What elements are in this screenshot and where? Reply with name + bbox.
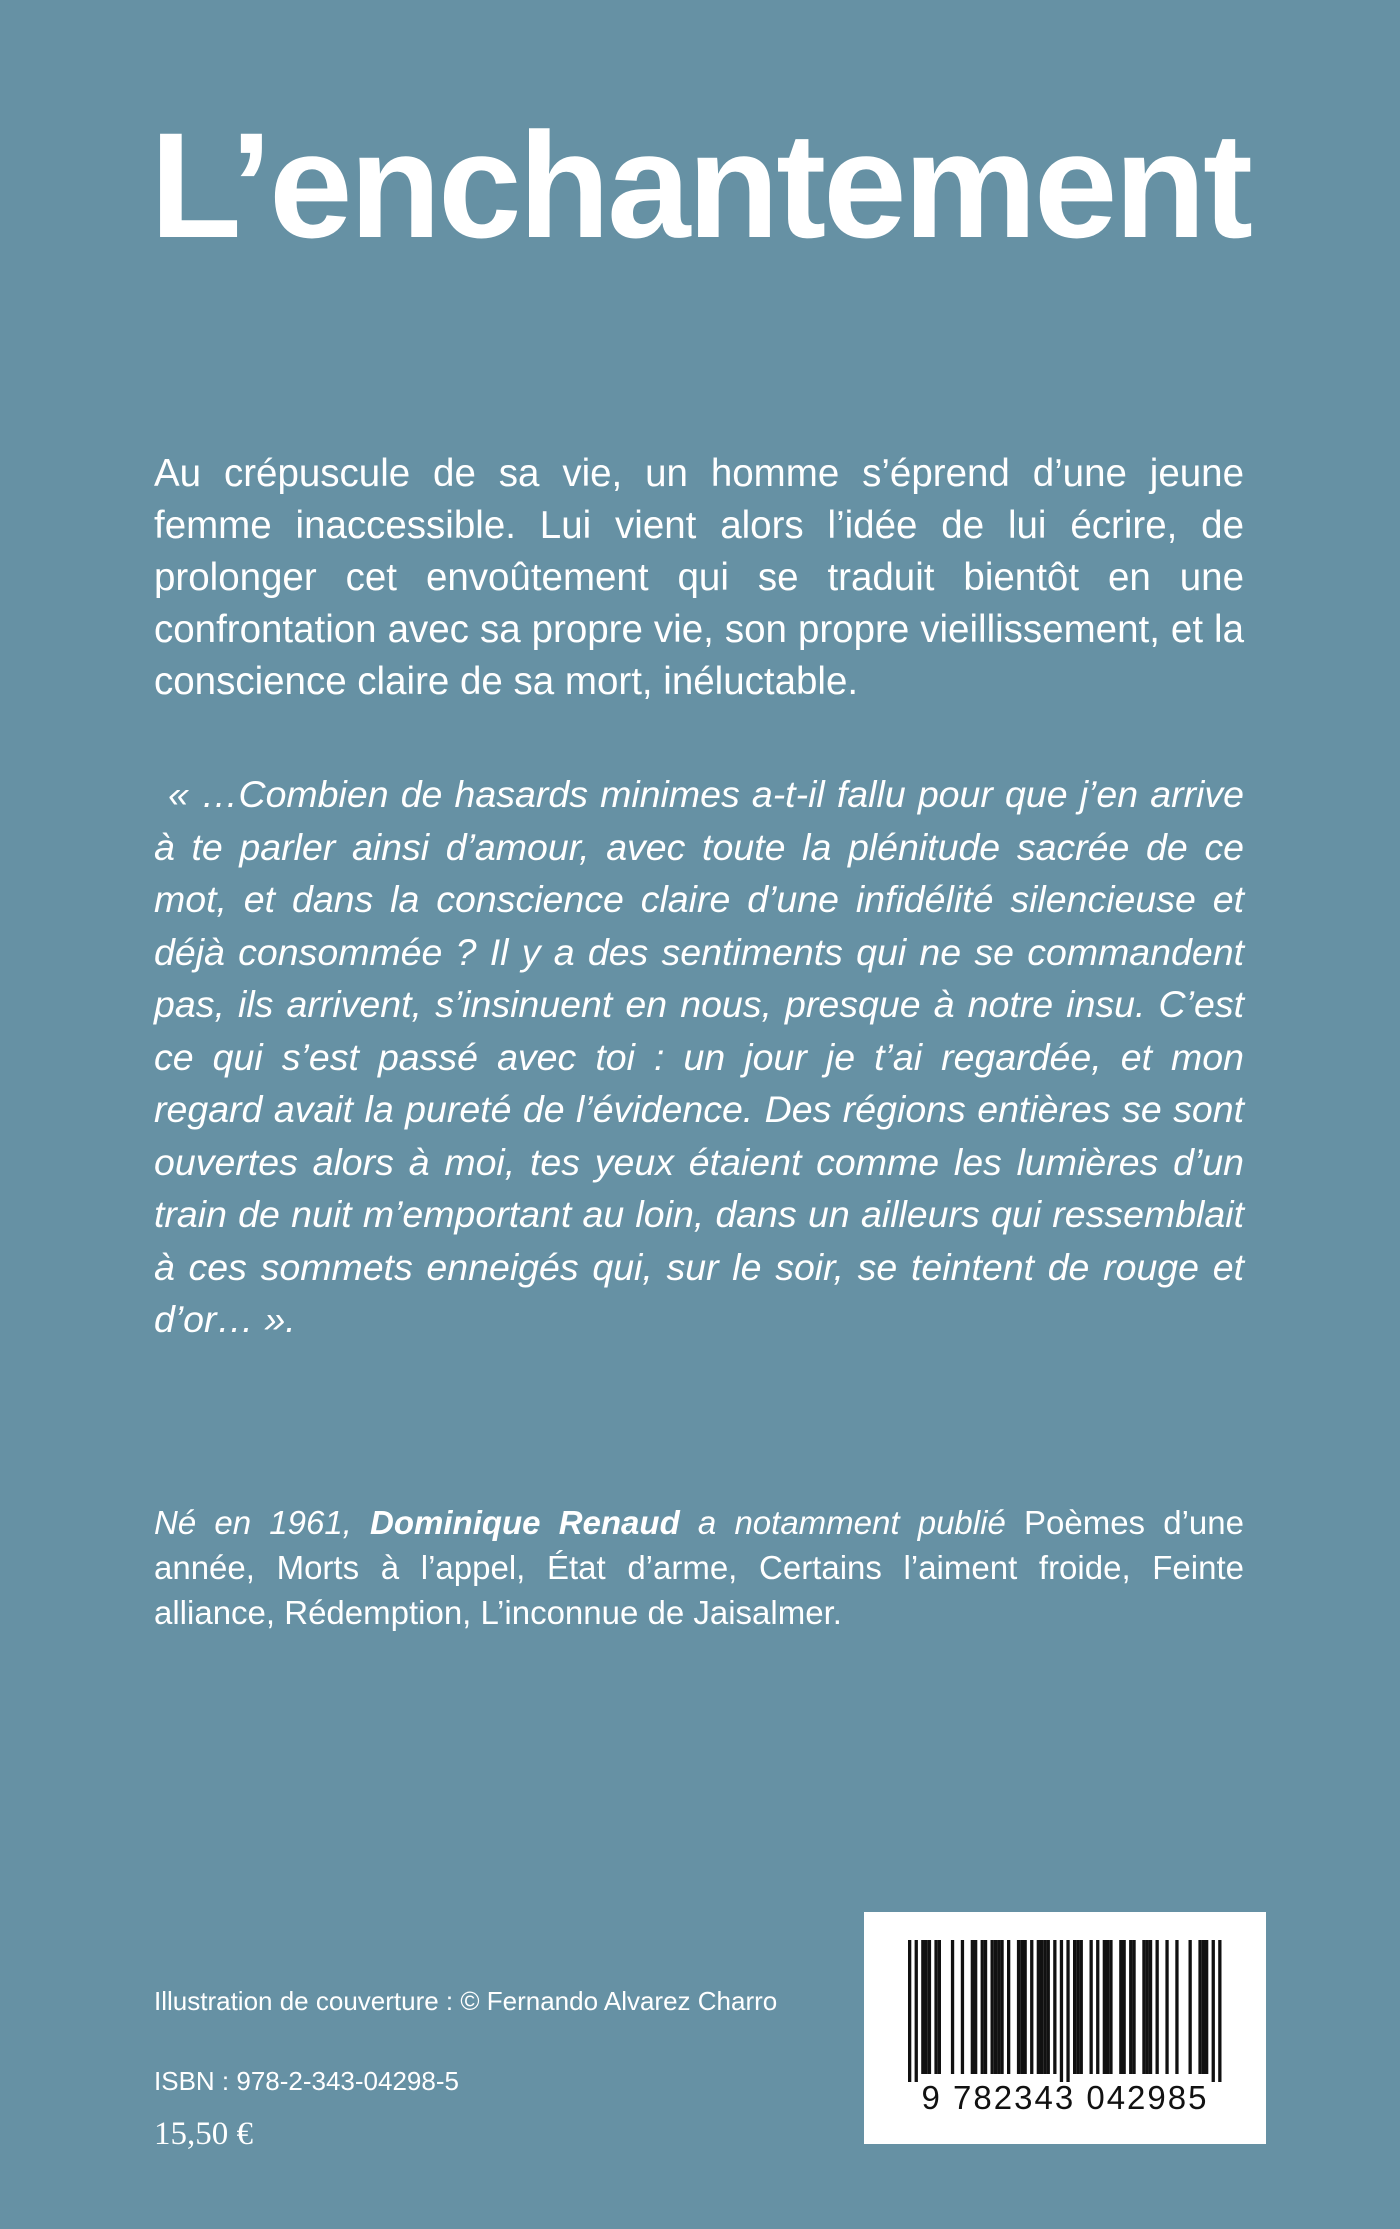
- barcode-digits: 9 782343 042985: [921, 2079, 1209, 2116]
- barcode-bar: [1106, 1940, 1109, 2074]
- barcode-bar: [925, 1940, 928, 2074]
- barcode-bar: [1017, 1940, 1020, 2074]
- price: 15,50 €: [154, 2116, 253, 2152]
- barcode-bar: [1156, 1940, 1159, 2074]
- quote-excerpt: [154, 768, 1244, 1346]
- barcode-bar: [1030, 1940, 1033, 2074]
- barcode-bar: [1043, 1940, 1046, 2074]
- barcode-bar: [928, 1940, 931, 2074]
- barcode-bar: [974, 1940, 977, 2074]
- barcode-bar: [1123, 1940, 1126, 2074]
- barcode: [864, 1912, 1266, 2144]
- barcode-bar: [1175, 1940, 1178, 2074]
- barcode-bar: [994, 1940, 997, 2074]
- barcode-bar: [938, 1940, 941, 2074]
- barcode-bar: [991, 1940, 994, 2074]
- barcode-bar: [981, 1940, 984, 2074]
- barcode-bar: [961, 1940, 964, 2074]
- barcode-bar: [1080, 1940, 1083, 2074]
- barcode-bar: [1202, 1940, 1205, 2074]
- bio-intro: Né en 1961,: [154, 1504, 352, 1541]
- barcode-guard-bar: [1066, 1940, 1069, 2082]
- author-name: Dominique Renaud: [370, 1504, 680, 1541]
- barcode-bar: [951, 1940, 954, 2074]
- book-title: L’enchantement: [150, 101, 1250, 269]
- barcode-bar: [997, 1940, 1000, 2074]
- quote-text: « …Combien de hasards minimes a-t-il fallu pour que j’en arrive à te parler ainsi d’amour, avec toute la plénitude sacrée de ce mot, et dans la conscience claire d’une infidélité silencieuse et déjà consommée ? Il y a des sentiments qui ne se commandent pas, ils arrivent, s’insinuent en nous, presque à notre insu. C’est ce qui s’est passé avec toi : un jour je t’ai regardée, et mon regard avait la pureté de l’évidence. Des régions entières se sont ouvertes alors à moi, tes yeux étaient comme les lumières d’un train de nuit m’emportant au loin, dans un ailleurs qui ressemblait à ces sommets enneigés qui, sur le soir, se teintent de rouge et d’or… ».: [154, 773, 1244, 1340]
- barcode-bar: [1053, 1940, 1056, 2074]
- barcode-guard-bar: [1218, 1940, 1221, 2082]
- bio-published: a notamment publié: [697, 1504, 1006, 1541]
- barcode-guard-bar: [908, 1940, 911, 2082]
- barcode-bar: [1198, 1940, 1201, 2074]
- barcode-bar: [921, 1940, 924, 2074]
- barcode-bar: [1090, 1940, 1093, 2074]
- barcode-bar: [1073, 1940, 1076, 2074]
- summary-paragraph: Au crépuscule de sa vie, un homme s’éprend d’une jeune femme inaccessible. Lui vient alors l’idée de lui écrire, de prolonger cet envoûtement qui se traduit bientôt en une confrontation avec sa propre vie, son propre vieillissement, et la conscience claire de sa mort, inéluctable.: [154, 452, 1244, 703]
- barcode-bar: [1109, 1940, 1112, 2074]
- barcode-bar: [1119, 1940, 1122, 2074]
- isbn: ISBN : 978-2-343-04298-5: [154, 2066, 459, 2096]
- barcode-bar: [1149, 1940, 1152, 2074]
- barcode-guard-bar: [1212, 1940, 1215, 2082]
- barcode-bar: [1189, 1940, 1192, 2074]
- barcode-bar: [1103, 1940, 1106, 2074]
- barcode-bar: [1096, 1940, 1099, 2074]
- barcode-bar: [934, 1940, 937, 2074]
- barcode-bar: [1165, 1940, 1168, 2074]
- barcode-bar: [1020, 1940, 1023, 2074]
- barcode-bar: [1037, 1940, 1040, 2074]
- barcode-bar: [1047, 1940, 1050, 2074]
- barcode-bar: [1007, 1940, 1010, 2074]
- barcode-bar: [1024, 1940, 1027, 2074]
- barcode-guard-bar: [915, 1940, 918, 2082]
- barcode-guard-bar: [1060, 1940, 1063, 2082]
- author-bio: [154, 1500, 1244, 1635]
- barcode-bar: [1076, 1940, 1079, 2074]
- barcode-bar: [1000, 1940, 1003, 2074]
- barcode-bar: [1146, 1940, 1149, 2074]
- barcode-bar: [1132, 1940, 1135, 2074]
- barcode-bar: [984, 1940, 987, 2074]
- barcode-bar: [1205, 1940, 1208, 2074]
- barcode-bars: [864, 1912, 1266, 2082]
- barcode-bar: [971, 1940, 974, 2074]
- barcode-bar: [1129, 1940, 1132, 2074]
- barcode-bar: [1040, 1940, 1043, 2074]
- bio-works: Poèmes d’une année, Morts à l’appel, État d’arme, Certains l’aiment froide, Feinte alliance, Rédemption, L’inconnue de Jaisalmer.: [154, 1504, 1244, 1631]
- barcode-bar: [1142, 1940, 1145, 2074]
- cover-credit: Illustration de couverture : © Fernando Alvarez Charro: [154, 1986, 778, 2016]
